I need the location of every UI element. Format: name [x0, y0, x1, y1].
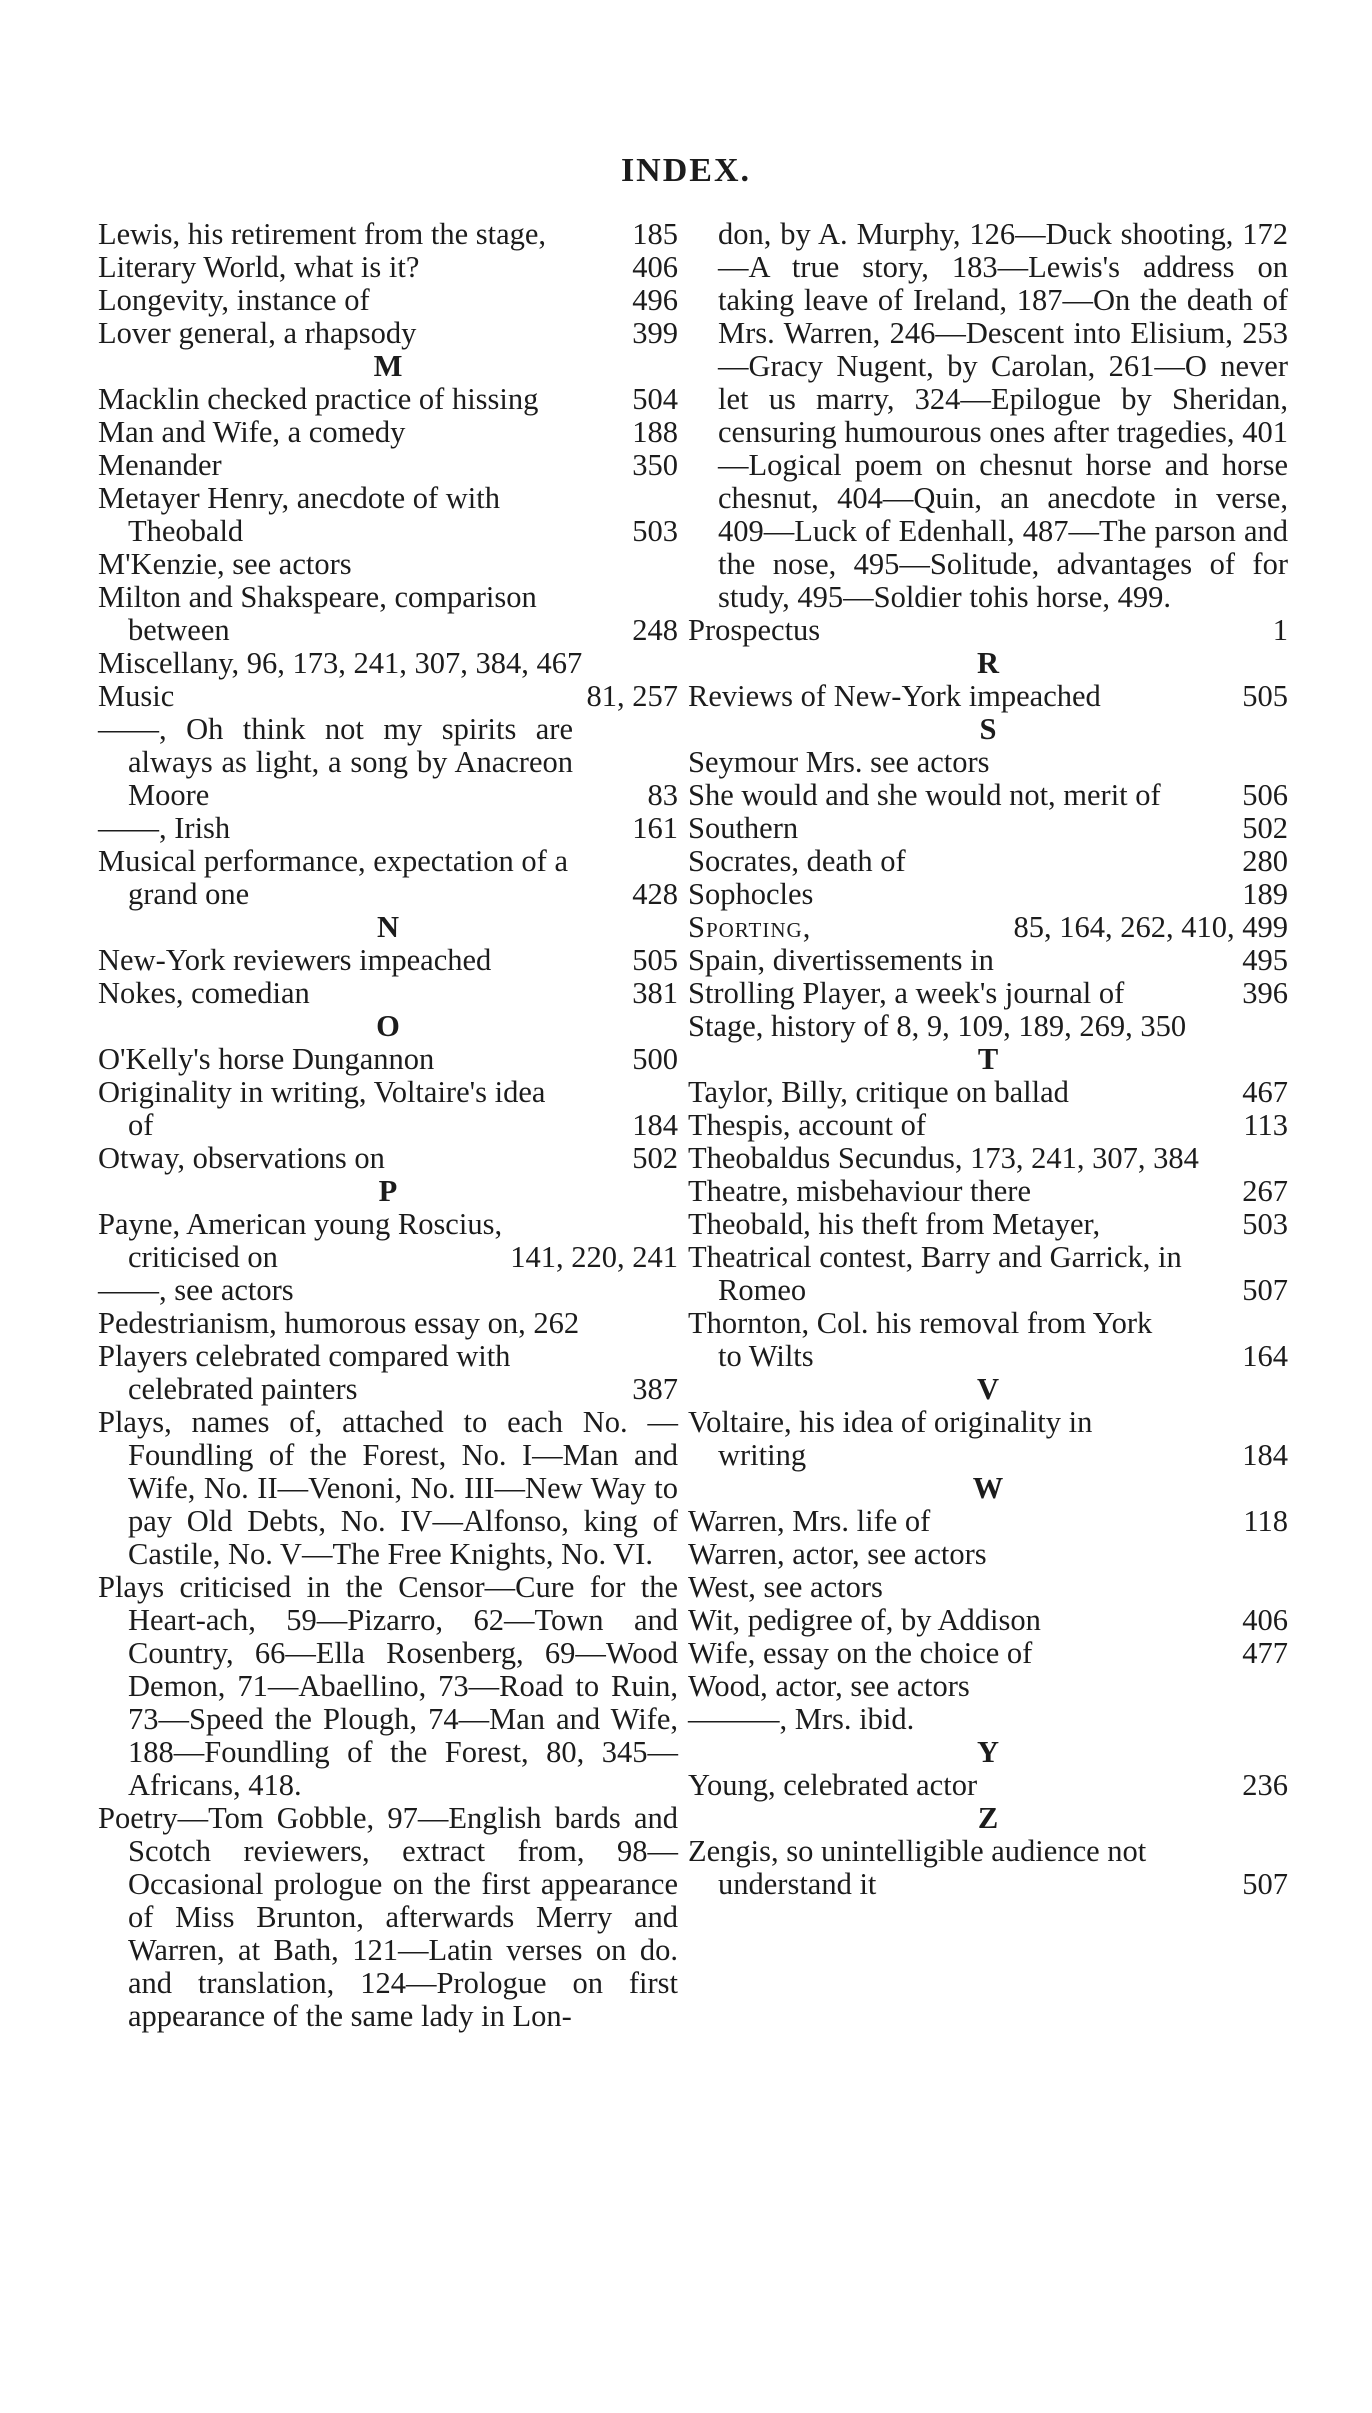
- index-entry: [688, 1835, 1288, 1901]
- entry-page-number: 500: [632, 1042, 678, 1076]
- entry-text: Thornton, Col. his removal from York to Wilts: [688, 1306, 1153, 1373]
- entry-page-number: 428: [632, 877, 678, 911]
- index-entry: [688, 1307, 1288, 1373]
- index-entry: [688, 1571, 1288, 1604]
- index-entry: [98, 1802, 678, 2033]
- entry-text: Wife, essay on the choice of: [688, 1636, 1033, 1670]
- entry-text: She would and she would not, merit of: [688, 778, 1161, 812]
- entry-page-number: 496: [632, 283, 678, 317]
- entry-text: Pedestrianism, humorous essay on, 262: [98, 1306, 580, 1340]
- index-entry: [98, 647, 678, 680]
- index-entry: [688, 746, 1288, 779]
- entry-text: Man and Wife, a comedy: [98, 415, 406, 449]
- entry-text: Metayer Henry, anecdote of with Theobald: [98, 481, 500, 548]
- entry-text: Nokes, comedian: [98, 976, 310, 1010]
- section-letter: Z: [977, 1801, 999, 1835]
- entry-page-number: 85, 164, 262, 410, 499: [1013, 910, 1288, 944]
- index-entry: [688, 1142, 1288, 1175]
- index-entry: [688, 911, 1288, 944]
- index-entry: [98, 482, 678, 548]
- entry-page-number: 236: [1242, 1768, 1288, 1802]
- entry-text: Payne, American young Roscius, criticised on: [98, 1207, 503, 1274]
- index-entry: [98, 1571, 678, 1802]
- entry-text: Players celebrated compared with celebrated painters: [98, 1339, 511, 1406]
- entry-text: Lover general, a rhapsody: [98, 316, 417, 350]
- entry-page-number: 399: [632, 316, 678, 350]
- entry-text: Literary World, what is it?: [98, 250, 420, 284]
- index-entry: [688, 1538, 1288, 1571]
- entry-text: Warren, actor, see actors: [688, 1537, 987, 1571]
- section-letter: P: [378, 1174, 398, 1208]
- index-entry: [688, 779, 1288, 812]
- entry-page-number: 503: [632, 514, 678, 548]
- entry-page-number: 164: [1242, 1339, 1288, 1373]
- entry-text: West, see actors: [688, 1570, 883, 1604]
- entry-text: Macklin checked practice of hissing: [98, 382, 539, 416]
- entry-text: Seymour Mrs. see actors: [688, 745, 990, 779]
- entry-text: Socrates, death of: [688, 844, 906, 878]
- entry-page-number: 184: [632, 1108, 678, 1142]
- index-entry: [688, 680, 1288, 713]
- index-entry: [98, 713, 678, 812]
- entry-page-number: 406: [1242, 1603, 1288, 1637]
- entry-page-number: 184: [1242, 1438, 1288, 1472]
- section-letter: S: [979, 712, 997, 746]
- entry-text: Southern: [688, 811, 799, 845]
- entry-page-number: 396: [1242, 976, 1288, 1010]
- index-entry: [98, 284, 678, 317]
- index-column-right: [688, 218, 1288, 1901]
- entry-text: Reviews of New-York impeached: [688, 679, 1101, 713]
- entry-page-number: 113: [1243, 1108, 1288, 1142]
- entry-page-number: 387: [632, 1372, 678, 1406]
- entry-page-number: 505: [632, 943, 678, 977]
- entry-text: ———, Mrs. ibid.: [688, 1702, 915, 1736]
- entry-page-number: 267: [1242, 1174, 1288, 1208]
- entry-text: Theatrical contest, Barry and Garrick, in Romeo: [688, 1240, 1182, 1307]
- page-title: INDEX.: [620, 152, 752, 189]
- index-entry: [98, 1076, 678, 1142]
- entry-text: ——, Irish: [98, 811, 231, 845]
- entry-page-number: 477: [1242, 1636, 1288, 1670]
- entry-text: Plays, names of, attached to each No. —Foundling of the Forest, No. I—Man and Wife, No. II—Venoni, No. III—New Way to pay Old Debts, No. IV—Alfonso, king of Castile, No. V—The Free Knights, No. VI.: [98, 1405, 678, 1571]
- entry-text: Warren, Mrs. life of: [688, 1504, 931, 1538]
- entry-text: Milton and Shakspeare, comparison between: [98, 580, 537, 647]
- index-entry: [688, 944, 1288, 977]
- section-letter: W: [972, 1471, 1004, 1505]
- entry-text: Longevity, instance of: [98, 283, 370, 317]
- index-entry: [98, 845, 678, 911]
- index-entry: [688, 1208, 1288, 1241]
- entry-page-number: 406: [632, 250, 678, 284]
- entry-page-number: 502: [632, 1141, 678, 1175]
- entry-page-number: 118: [1243, 1504, 1288, 1538]
- entry-page-number: 350: [632, 448, 678, 482]
- index-entry: [98, 680, 678, 713]
- entry-text: Menander: [98, 448, 222, 482]
- index-entry: [98, 548, 678, 581]
- entry-text: Theobaldus Secundus, 173, 241, 307, 384: [688, 1141, 1199, 1175]
- entry-page-number: 502: [1242, 811, 1288, 845]
- index-entry: [98, 1274, 678, 1307]
- section-letter: R: [976, 646, 1000, 680]
- index-entry: [688, 1076, 1288, 1109]
- entry-text: Sporting,: [688, 910, 812, 944]
- entry-page-number: 141, 220, 241: [510, 1240, 678, 1274]
- entry-text: Plays criticised in the Censor—Cure for the Heart-ach, 59—Pizarro, 62—Town and Country, 66—Ella Rosenberg, 69—Wood Demon, 71—Abaellino, 73—Road to Ruin, 73—Speed the Plough, 74—Man and Wife, 188—Foundling of the Forest, 80, 345—Africans, 418.: [98, 1570, 678, 1802]
- section-letter: Y: [976, 1735, 1000, 1769]
- entry-page-number: 83: [647, 778, 678, 812]
- section-letter: V: [976, 1372, 1000, 1406]
- index-entry: [98, 416, 678, 449]
- entry-page-number: 189: [1242, 877, 1288, 911]
- index-entry: [688, 1175, 1288, 1208]
- index-entry: [98, 581, 678, 647]
- entry-page-number: 495: [1242, 943, 1288, 977]
- entry-text: Miscellany, 96, 173, 241, 307, 384, 467: [98, 646, 583, 680]
- entry-text: New-York reviewers impeached: [98, 943, 492, 977]
- index-entry: [98, 977, 678, 1010]
- entry-text: Voltaire, his idea of originality in writing: [688, 1405, 1093, 1472]
- section-letter: T: [977, 1042, 999, 1076]
- entry-page-number: 185: [632, 217, 678, 251]
- entry-page-number: 467: [1242, 1075, 1288, 1109]
- entry-text: Music: [98, 679, 175, 713]
- entry-page-number: 81, 257: [586, 679, 678, 713]
- entry-text: Poetry—Tom Gobble, 97—English bards and Scotch reviewers, extract from, 98—Occasional prologue on the first appearance of Miss Brunton, afterwards Merry and Warren, at Bath, 121—Latin verses on do. and translation, 124—Prologue on first appearance of the same lady in Lon-: [98, 1801, 678, 2033]
- index-entry: [98, 1307, 678, 1340]
- index-entry: [688, 1670, 1288, 1703]
- entry-page-number: 248: [632, 613, 678, 647]
- entry-page-number: 507: [1242, 1273, 1288, 1307]
- entry-text: Originality in writing, Voltaire's idea of: [98, 1075, 546, 1142]
- entry-text: Zengis, so unintelligible audience not understand it: [688, 1834, 1147, 1901]
- entry-text: Wood, actor, see actors: [688, 1669, 970, 1703]
- index-entry: [688, 1109, 1288, 1142]
- index-entry: [98, 1043, 678, 1076]
- entry-text: Otway, observations on: [98, 1141, 385, 1175]
- entry-text: Musical performance, expectation of a grand one: [98, 844, 568, 911]
- section-letter: N: [376, 910, 400, 944]
- index-entry: [688, 812, 1288, 845]
- index-entry: [98, 944, 678, 977]
- entry-text: Stage, history of 8, 9, 109, 189, 269, 350: [688, 1009, 1187, 1043]
- index-entry: [688, 1241, 1288, 1307]
- index-entry: [688, 1010, 1288, 1043]
- index-entry: [98, 317, 678, 350]
- index-entry: [98, 1142, 678, 1175]
- index-entry: [688, 1703, 1288, 1736]
- index-entry: [688, 614, 1288, 647]
- entry-page-number: 503: [1242, 1207, 1288, 1241]
- index-entry: [98, 383, 678, 416]
- entry-text: Strolling Player, a week's journal of: [688, 976, 1125, 1010]
- index-entry: [98, 449, 678, 482]
- entry-text: M'Kenzie, see actors: [98, 547, 352, 581]
- index-entry: [98, 1406, 678, 1571]
- entry-text: ——, Oh think not my spirits are always as light, a song by Anacreon Moore: [98, 712, 573, 812]
- entry-text: Sophocles: [688, 877, 814, 911]
- entry-page-number: 280: [1242, 844, 1288, 878]
- entry-page-number: 505: [1242, 679, 1288, 713]
- index-entry: [688, 1406, 1288, 1472]
- entry-text: Spain, divertissements in: [688, 943, 994, 977]
- entry-page-number: 381: [632, 976, 678, 1010]
- entry-text: Prospectus: [688, 613, 821, 647]
- index-entry: [688, 977, 1288, 1010]
- index-entry: [98, 251, 678, 284]
- index-entry: [98, 1340, 678, 1406]
- entry-text: O'Kelly's horse Dungannon: [98, 1042, 435, 1076]
- index-entry: [688, 1604, 1288, 1637]
- entry-text: Theatre, misbehaviour there: [688, 1174, 1031, 1208]
- entry-page-number: 507: [1242, 1867, 1288, 1901]
- index-entry: [688, 1505, 1288, 1538]
- entry-text: don, by A. Murphy, 126—Duck shooting, 172—A true story, 183—Lewis's address on taking leave of Ireland, 187—On the death of Mrs. Warren, 246—Descent into Elisium, 253—Gracy Nugent, by Carolan, 261—O never let us marry, 324—Epilogue by Sheridan, censuring humourous ones after tragedies, 401—Logical poem on chesnut horse and horse chesnut, 404—Quin, an anecdote in verse, 409—Luck of Edenhall, 487—The parson and the nose, 495—Solitude, advantages of for study, 495—Soldier tohis horse, 499.: [718, 217, 1288, 614]
- entry-text: Wit, pedigree of, by Addison: [688, 1603, 1041, 1637]
- index-entry: [688, 218, 1288, 614]
- index-entry: [98, 218, 678, 251]
- index-entry: [98, 1208, 678, 1274]
- entry-text: Young, celebrated actor: [688, 1768, 978, 1802]
- index-column-left: [98, 218, 678, 2033]
- index-entry: [688, 878, 1288, 911]
- entry-page-number: 161: [632, 811, 678, 845]
- index-entry: [688, 1637, 1288, 1670]
- section-letter: O: [376, 1009, 400, 1043]
- entry-page-number: 1: [1272, 613, 1288, 647]
- entry-text: ——, see actors: [98, 1273, 294, 1307]
- section-letter: M: [373, 349, 403, 383]
- entry-text: Lewis, his retirement from the stage,: [98, 217, 547, 251]
- entry-page-number: 506: [1242, 778, 1288, 812]
- entry-text: Theobald, his theft from Metayer,: [688, 1207, 1101, 1241]
- index-entry: [98, 812, 678, 845]
- index-entry: [688, 1769, 1288, 1802]
- entry-text: Thespis, account of: [688, 1108, 926, 1142]
- entry-text: Taylor, Billy, critique on ballad: [688, 1075, 1069, 1109]
- entry-page-number: 504: [632, 382, 678, 416]
- entry-page-number: 188: [632, 415, 678, 449]
- index-entry: [688, 845, 1288, 878]
